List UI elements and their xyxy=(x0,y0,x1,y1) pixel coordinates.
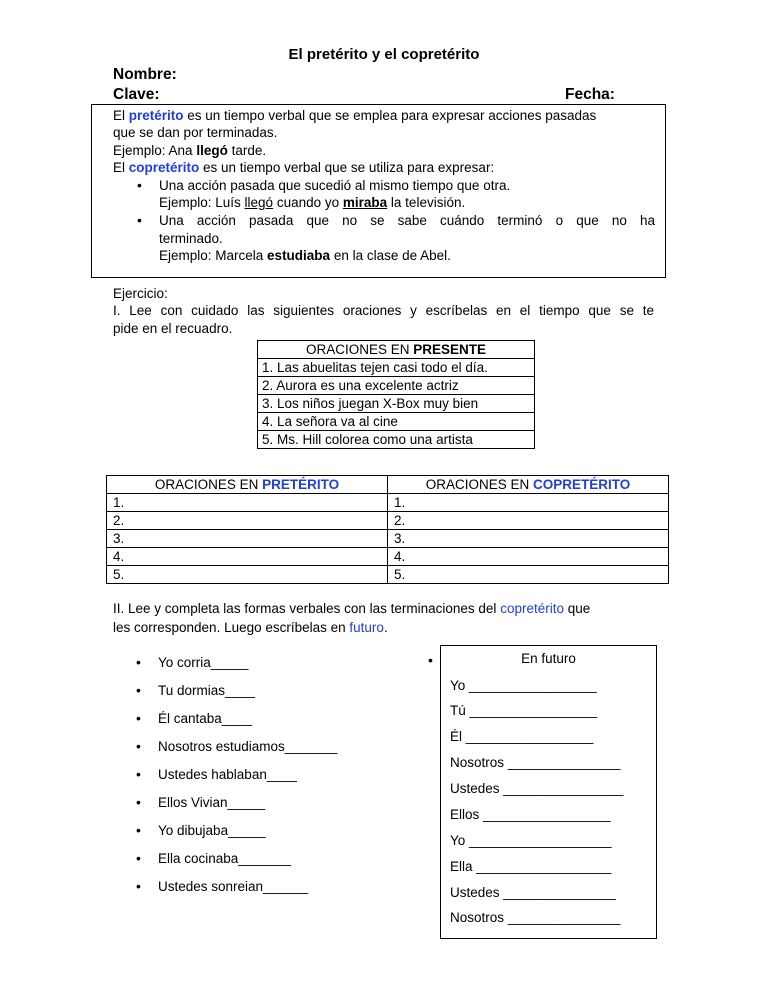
instruction-2-line-1: II. Lee y completa las formas verbales con las terminaciones del copretérito que xyxy=(113,601,591,616)
preterito-answer-cell[interactable]: 5. xyxy=(107,566,388,584)
preterito-answer-cell[interactable]: 2. xyxy=(107,512,388,530)
verb-item: • Tu dormias____ xyxy=(158,682,255,699)
page-title: El pretérito y el copretérito xyxy=(288,46,480,63)
verb-item: • Ustedes hablaban____ xyxy=(158,766,297,783)
future-line: Yo _________________ xyxy=(450,678,597,693)
future-box xyxy=(440,645,657,939)
copreterito-answer-cell[interactable]: 5. xyxy=(388,566,669,584)
intro-line-2: que se dan por terminadas. xyxy=(113,125,278,140)
definition-box xyxy=(91,104,666,278)
copreterito-answer-cell[interactable]: 2. xyxy=(388,512,669,530)
preterito-answer-cell[interactable]: 4. xyxy=(107,548,388,566)
presente-row: 4. La señora va al cine xyxy=(258,413,535,431)
future-line: Yo ___________________ xyxy=(450,833,612,848)
bullet-2-line-2: terminado. xyxy=(159,231,223,246)
intro-line-1: El pretérito es un tiempo verbal que se emplea para expresar acciones pasadas xyxy=(113,108,597,123)
answer-table xyxy=(106,475,669,584)
copreterito-answer-cell[interactable]: 4. xyxy=(388,548,669,566)
bullet-2: • Una acción pasada que no se sabe cuándo terminó o que no ha xyxy=(159,212,655,229)
instruction-1-line-2: pide en el recuadro. xyxy=(113,321,233,336)
copreterito-answer-cell[interactable]: 1. xyxy=(388,494,669,512)
presente-row: 5. Ms. Hill colorea como una artista xyxy=(258,431,535,449)
bullet-2-example: Ejemplo: Marcela estudiaba en la clase de Abel. xyxy=(159,248,451,263)
future-line: Ellos _________________ xyxy=(450,807,611,822)
verb-item: • Ellos Vivian_____ xyxy=(158,794,265,811)
clave-label: Clave: xyxy=(113,86,160,103)
future-box-title: En futuro xyxy=(521,651,576,666)
bullet-dot: • xyxy=(428,652,433,668)
verb-item: • Ella cocinaba_______ xyxy=(158,850,291,867)
fecha-label: Fecha: xyxy=(565,86,615,103)
verb-item: • Yo dibujaba_____ xyxy=(158,822,266,839)
future-line: Ustedes _______________ xyxy=(450,885,616,900)
future-line: Ella __________________ xyxy=(450,859,612,874)
future-line: Ustedes ________________ xyxy=(450,781,624,796)
presente-header: ORACIONES EN PRESENTE xyxy=(258,341,535,359)
preterito-answer-cell[interactable]: 1. xyxy=(107,494,388,512)
copreterito-answer-cell[interactable]: 3. xyxy=(388,530,669,548)
future-line: Tú _________________ xyxy=(450,703,598,718)
presente-row: 3. Los niños juegan X-Box muy bien xyxy=(258,395,535,413)
presente-row: 1. Las abuelitas tejen casi todo el día. xyxy=(258,359,535,377)
preterito-header: ORACIONES EN PRETÉRITO xyxy=(107,476,388,494)
intro-line-3: Ejemplo: Ana llegó tarde. xyxy=(113,143,267,158)
instruction-2-line-2: les corresponden. Luego escríbelas en futuro. xyxy=(113,620,388,635)
preterito-answer-cell[interactable]: 3. xyxy=(107,530,388,548)
copreterito-header: ORACIONES EN COPRETÉRITO xyxy=(388,476,669,494)
bullet-1: • Una acción pasada que sucedió al mismo tiempo que otra. xyxy=(159,177,510,194)
nombre-label: Nombre: xyxy=(113,66,177,83)
verb-item: • Él cantaba____ xyxy=(158,710,252,727)
future-line: Nosotros _______________ xyxy=(450,910,621,925)
intro-line-4: El copretérito es un tiempo verbal que se utiliza para expresar: xyxy=(113,160,495,175)
bullet-1-example: Ejemplo: Luís llegó cuando yo miraba la televisión. xyxy=(159,195,466,210)
future-line: Él _________________ xyxy=(450,729,594,744)
future-line: Nosotros _______________ xyxy=(450,755,621,770)
ejercicio-label: Ejercicio: xyxy=(113,286,168,301)
verb-item: • Nosotros estudiamos_______ xyxy=(158,738,337,755)
instruction-1-line-1: I. Lee con cuidado las siguientes oraciones y escríbelas en el tiempo que se te xyxy=(113,303,654,318)
presente-table xyxy=(257,340,535,449)
verb-item: • Ustedes sonreian______ xyxy=(158,878,308,895)
presente-row: 2. Aurora es una excelente actriz xyxy=(258,377,535,395)
verb-item: • Yo corria_____ xyxy=(158,654,248,671)
